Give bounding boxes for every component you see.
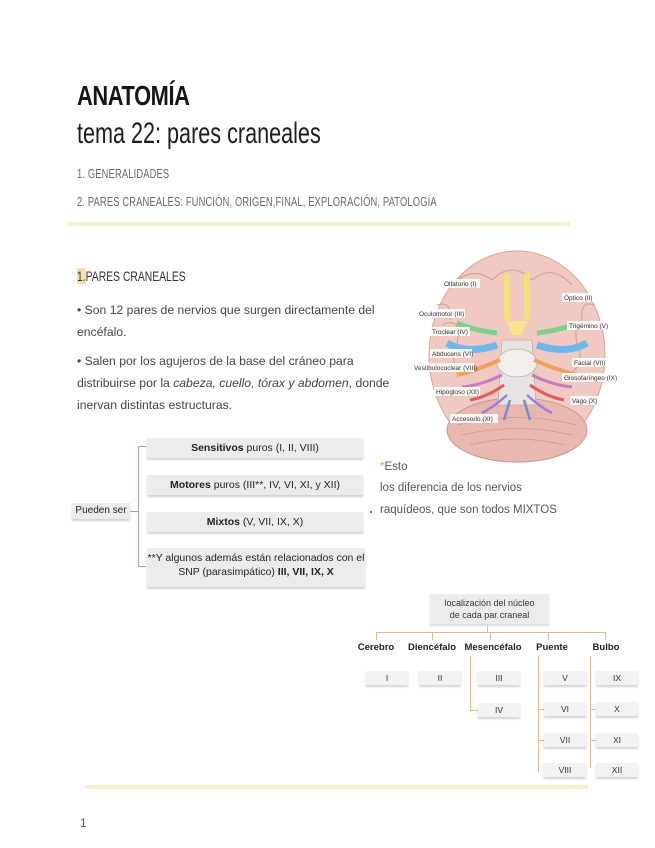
footer-divider (86, 785, 588, 789)
origin-num: VI (544, 702, 586, 716)
side-note-line-2: los diferencia de los nervios (380, 482, 522, 494)
origin-col-cerebro: Cerebro (357, 642, 395, 653)
label-troclear: Troclear (IV) (432, 329, 468, 336)
class-sensitivos: Sensitivos puros (I, II, VIII) (147, 438, 363, 458)
tree-bracket (138, 446, 139, 566)
label-hipogloso: Hipogloso (XII) (436, 389, 479, 396)
label-vago: Vago (X) (572, 398, 598, 405)
section-heading-text: PARES CRANEALES (85, 268, 186, 284)
bullet2-emphasis: cabeza, cuello, tórax y abdomen (173, 376, 349, 390)
bullet2-text-a: • Salen por los agujeros de la base del cráneo para distribuirse por la (77, 354, 354, 390)
label-accesorio: Accesorio (XI) (452, 416, 493, 423)
origin-num: VII (544, 733, 586, 747)
class-parasimpatico-note: **Y algunos además están relacionados con el SNP (parasimpático) III, VII, IX, X (147, 548, 365, 587)
label-optico: Óptico (II) (564, 295, 593, 302)
origin-num: X (596, 702, 638, 716)
label-trigemino: Trigémino (V) (569, 323, 609, 330)
label-vestibulococlear: Vestibulococlear (VIII) (414, 365, 478, 372)
document-subtitle: tema 22: pares craneales (77, 117, 321, 150)
origin-col-mesencefalo: Mesencéfalo (464, 642, 522, 653)
origin-col-diencefalo: Diencéfalo (407, 642, 457, 653)
document-title: ANATOMÍA (77, 80, 190, 111)
origin-tree-hline (376, 632, 606, 633)
toc-item-1: 1. GENERALIDADES (77, 166, 170, 181)
bullet-paragraph-2 (77, 350, 392, 416)
side-note-line-3: raquídeos, que son todos MIXTOS (380, 504, 557, 516)
brain-base-illustration (412, 245, 617, 470)
origin-num: V (544, 671, 586, 685)
toc-item-2: 2. PARES CRANEALES: FUNCIÓN, ORIGEN,FINAL, EXPLORACIÓN, PATOLOGÍA (77, 194, 437, 209)
origin-num: IV (478, 703, 520, 717)
header-divider (67, 222, 570, 226)
label-olfatorio: Olfatorio (I) (444, 281, 477, 288)
label-oculomotor: Oculomotor (III) (419, 311, 465, 318)
origin-num: VIII (544, 763, 586, 777)
origin-num: I (366, 671, 408, 685)
origin-num: XI (596, 733, 638, 747)
origin-col-puente: Puente (536, 642, 568, 653)
origin-col-bulbo: Bulbo (592, 642, 620, 653)
page-number: 1 (80, 816, 87, 830)
label-glosofaringeo: Glosofaríngeo (IX) (564, 375, 617, 382)
classification-root: Pueden ser (72, 503, 130, 519)
class-mixtos: Mixtos (V, VII, IX, X) (147, 512, 363, 532)
label-abducens: Abducens (VI) (432, 351, 474, 358)
bullet-paragraph-1: • Son 12 pares de nervios que surgen directamente del encéfalo. (77, 303, 375, 339)
section-heading (77, 268, 186, 284)
origin-num: IX (596, 671, 638, 685)
origin-num: III (478, 671, 520, 685)
label-facial: Facial (VII) (574, 360, 606, 367)
side-note-line-1: *Esto (380, 461, 408, 473)
origin-num: XII (596, 763, 638, 777)
bullet2-text-b: , donde inervan distintas estructuras. (77, 376, 390, 412)
class-motores: Motores puros (III**, IV, VI, XI, y XII) (147, 475, 363, 495)
section-number: 1. (77, 268, 86, 284)
tree-stub (130, 511, 138, 512)
origin-num: II (419, 671, 461, 685)
side-note-bullet (370, 511, 372, 513)
origin-tree-title: localización del núcleo de cada par craneal (430, 594, 549, 624)
